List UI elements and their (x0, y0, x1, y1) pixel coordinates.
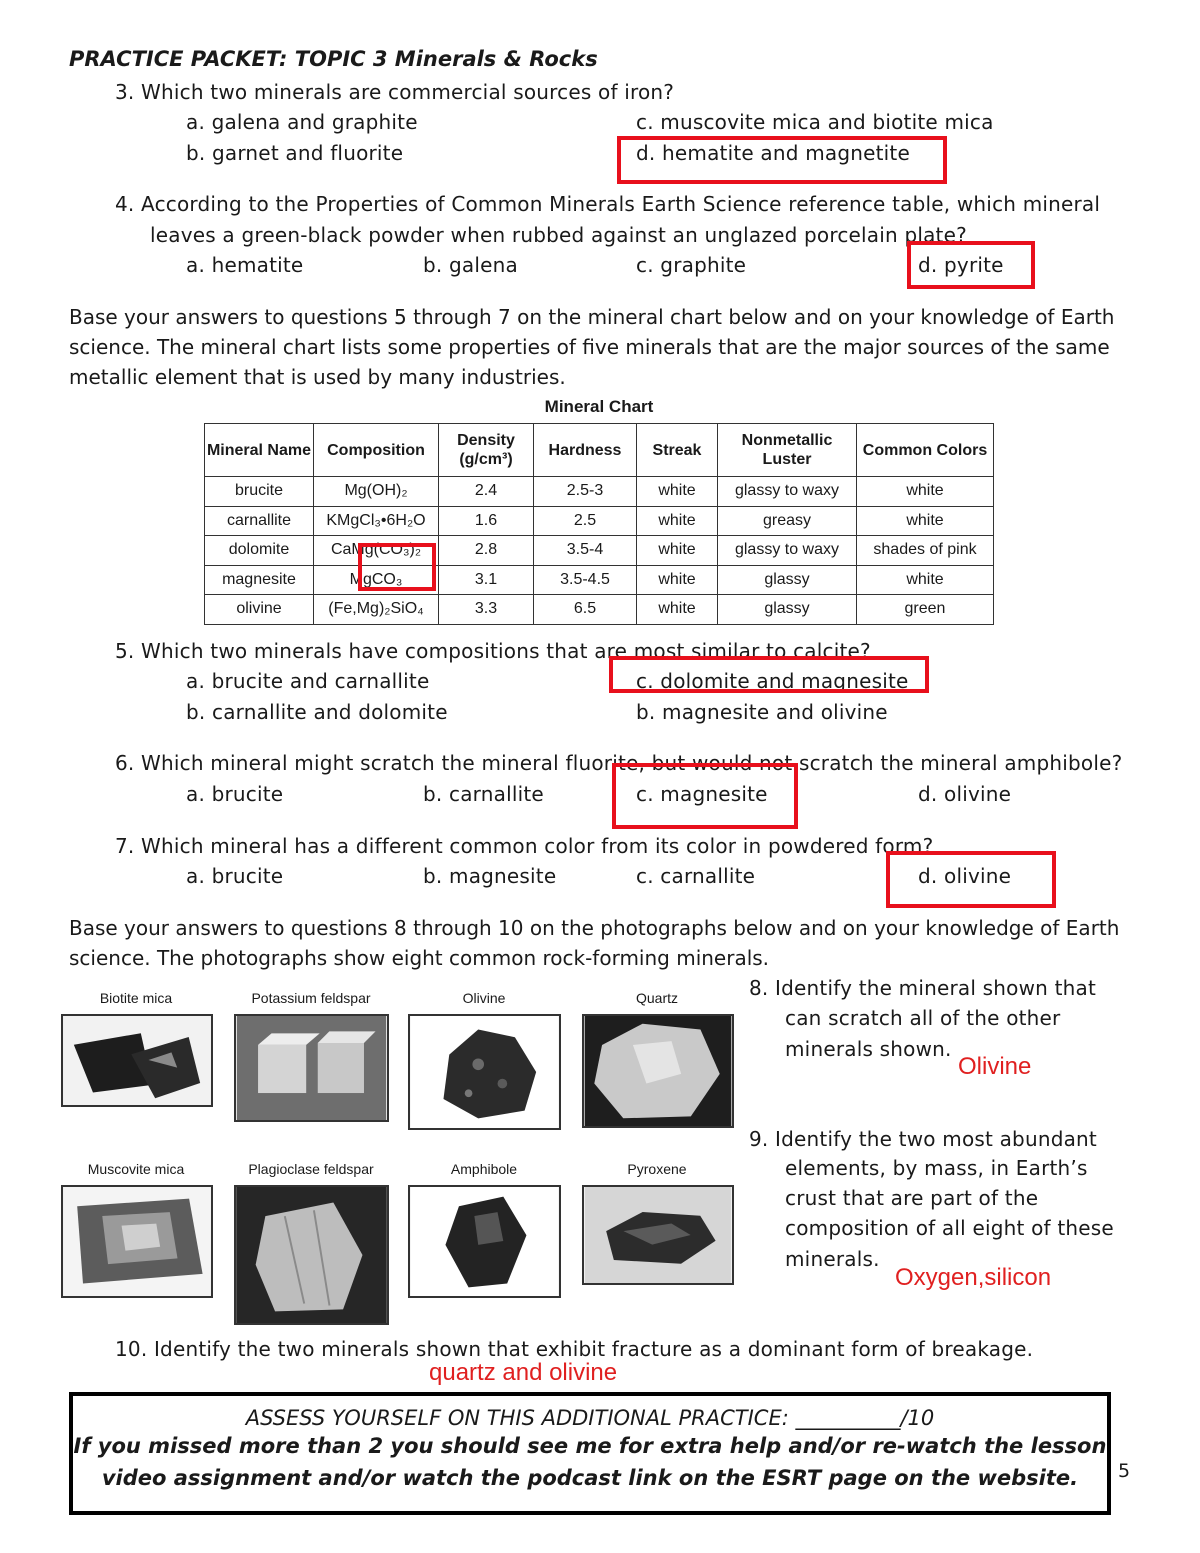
chart-cell: white (637, 536, 718, 566)
q5-option-a: a. brucite and carnallite (186, 669, 430, 693)
photo-caption-biotite-mica: Biotite mica (99, 990, 173, 1006)
question-6: 6. Which mineral might scratch the mineral fluorite, but would not scratch the mineral amphibole? (115, 751, 1123, 775)
chart-cell: white (637, 477, 718, 507)
chart-header: Common Colors (857, 424, 994, 477)
chart-header: Composition (314, 424, 439, 477)
question-4-line1: 4. According to the Properties of Common Minerals Earth Science reference table, which mineral (115, 192, 1101, 216)
chart-cell: 2.4 (439, 477, 534, 507)
question-3: 3. Which two minerals are commercial sources of iron? (115, 80, 675, 104)
chart-cell: 2.5 (534, 506, 637, 536)
chart-cell: magnesite (205, 565, 314, 595)
question-5: 5. Which two minerals have compositions that are most similar to calcite? (115, 639, 871, 663)
chart-header: Nonmetallic Luster (718, 424, 857, 477)
photo-caption-pyroxene: Pyroxene (627, 1161, 687, 1177)
chart-cell: 1.6 (439, 506, 534, 536)
chart-row (205, 565, 994, 595)
chart-header: Streak (637, 424, 718, 477)
photo-olivine (408, 1014, 561, 1130)
question-9-line1: 9. Identify the two most abundant (749, 1127, 1097, 1151)
chart-cell: glassy (718, 595, 857, 625)
chart-title: Mineral Chart (544, 397, 654, 416)
chart-cell: 3.3 (439, 595, 534, 625)
chart-cell: 3.1 (439, 565, 534, 595)
question-7: 7. Which mineral has a different common color from its color in powdered form? (115, 834, 934, 858)
q9-answer: Oxygen,silicon (895, 1264, 1052, 1291)
chart-row (205, 536, 994, 566)
photo-caption-olivine: Olivine (462, 990, 506, 1006)
photo-pyroxene (582, 1185, 734, 1285)
question-9-line4: composition of all eight of these (785, 1216, 1114, 1240)
chart-cell: Mg(OH)₂ (314, 477, 439, 507)
photo-caption-muscovite-mica: Muscovite mica (87, 1161, 185, 1177)
q8-answer: Olivine (958, 1053, 1032, 1080)
question-9-line3: crust that are part of the (785, 1186, 1039, 1210)
photo-potassium-feldspar (234, 1014, 389, 1122)
photo-caption-quartz: Quartz (635, 990, 678, 1006)
q3-option-d: d. hematite and magnetite (636, 141, 910, 165)
page-title: PRACTICE PACKET: TOPIC 3 Minerals & Rocks (69, 47, 598, 71)
chart-cell: shades of pink (857, 536, 994, 566)
photo-caption-plagioclase-feldspar: Plagioclase feldspar (248, 1161, 374, 1177)
chart-cell: KMgCl₃•6H₂O (314, 506, 439, 536)
assess-instructions-line2: video assignment and/or watch the podcast link on the ESRT page on the website. (101, 1466, 1079, 1490)
q5-option-b: b. carnallite and dolomite (186, 700, 448, 724)
chart-cell: 2.8 (439, 536, 534, 566)
q7-option-b: b. magnesite (423, 864, 557, 888)
chart-cell: glassy to waxy (718, 536, 857, 566)
chart-cell: 3.5-4 (534, 536, 637, 566)
q7-option-d: d. olivine (918, 864, 1012, 888)
q4-option-c: c. graphite (636, 253, 747, 277)
chart-cell: dolomite (205, 536, 314, 566)
chart-cell: glassy (718, 565, 857, 595)
photo-muscovite-mica (61, 1185, 213, 1298)
chart-composition-highlight (358, 543, 436, 591)
chart-cell: white (857, 477, 994, 507)
chart-cell: brucite (205, 477, 314, 507)
photo-quartz (582, 1014, 734, 1128)
q3-answer-highlight (617, 136, 947, 184)
q7-answer-highlight (886, 851, 1056, 908)
assess-instructions-line1: If you missed more than 2 you should see me for extra help and/or re-watch the lesson (73, 1434, 1107, 1458)
mineral-chart (204, 423, 994, 625)
q3-option-c: c. muscovite mica and biotite mica (636, 110, 994, 134)
q4-option-b: b. galena (423, 253, 518, 277)
chart-cell: carnallite (205, 506, 314, 536)
chart-cell: 2.5-3 (534, 477, 637, 507)
intro-questions-5-7: Base your answers to questions 5 through 7 on the mineral chart below and on your knowledge of Earth science. The mineral chart lists some properties of five minerals that are the major sources of the same metallic element that is used by many industries. (69, 305, 1115, 389)
chart-cell: MgCO₃ (314, 565, 439, 595)
q6-answer-highlight (612, 763, 798, 829)
photo-caption-amphibole: Amphibole (450, 1161, 518, 1177)
q5-option-d: b. magnesite and olivine (636, 700, 888, 724)
q6-option-b: b. carnallite (423, 782, 544, 806)
chart-cell: white (637, 565, 718, 595)
q3-option-b: b. garnet and fluorite (186, 141, 404, 165)
question-10: 10. Identify the two minerals shown that exhibit fracture as a dominant form of breakage. (115, 1337, 1034, 1361)
chart-row (205, 477, 994, 507)
chart-cell: CaMg(CO₃)₂ (314, 536, 439, 566)
photo-amphibole (408, 1185, 561, 1298)
intro-questions-8-10: Base your answers to questions 8 through 10 on the photographs below and on your knowledge of Earth science. The photographs show eight common rock-forming minerals. (69, 916, 1120, 970)
chart-header: Density (g/cm³) (439, 424, 534, 477)
chart-cell: green (857, 595, 994, 625)
q5-option-c: c. dolomite and magnesite (636, 669, 909, 693)
q10-answer: quartz and olivine (429, 1359, 618, 1386)
q4-answer-highlight (907, 241, 1035, 289)
chart-cell: 3.5-4.5 (534, 565, 637, 595)
q3-option-a: a. galena and graphite (186, 110, 418, 134)
photo-plagioclase-feldspar (234, 1185, 389, 1325)
assess-score-line: ASSESS YOURSELF ON THIS ADDITIONAL PRACTICE: __________/10 (245, 1406, 935, 1430)
q5-answer-highlight (609, 656, 929, 693)
q6-option-c: c. magnesite (636, 782, 768, 806)
question-8-line1: 8. Identify the mineral shown that (749, 976, 1097, 1000)
chart-cell: white (637, 595, 718, 625)
question-9-line2: elements, by mass, in Earth’s (785, 1156, 1088, 1180)
q4-option-a: a. hematite (186, 253, 304, 277)
q6-option-a: a. brucite (186, 782, 284, 806)
chart-cell: (Fe,Mg)₂SiO₄ (314, 595, 439, 625)
chart-cell: greasy (718, 506, 857, 536)
question-9-line5: minerals. (785, 1247, 880, 1271)
question-8-line2: can scratch all of the other (785, 1006, 1061, 1030)
page-number: 5 (1118, 1460, 1131, 1482)
question-4-line2: leaves a green-black powder when rubbed against an unglazed porcelain plate? (150, 223, 967, 247)
question-8-line3: minerals shown. (785, 1037, 952, 1061)
chart-cell: 6.5 (534, 595, 637, 625)
q4-option-d: d. pyrite (918, 253, 1004, 277)
chart-cell: glassy to waxy (718, 477, 857, 507)
chart-header: Mineral Name (205, 424, 314, 477)
photo-caption-potassium-feldspar: Potassium feldspar (251, 990, 371, 1006)
chart-cell: white (857, 565, 994, 595)
q7-option-c: c. carnallite (636, 864, 756, 888)
chart-cell: white (637, 506, 718, 536)
q6-option-d: d. olivine (918, 782, 1012, 806)
chart-cell: white (857, 506, 994, 536)
q7-option-a: a. brucite (186, 864, 284, 888)
photo-biotite-mica (61, 1014, 213, 1107)
chart-cell: olivine (205, 595, 314, 625)
chart-header: Hardness (534, 424, 637, 477)
assess-yourself-box (69, 1392, 1111, 1515)
chart-row (205, 595, 994, 625)
chart-row (205, 506, 994, 536)
